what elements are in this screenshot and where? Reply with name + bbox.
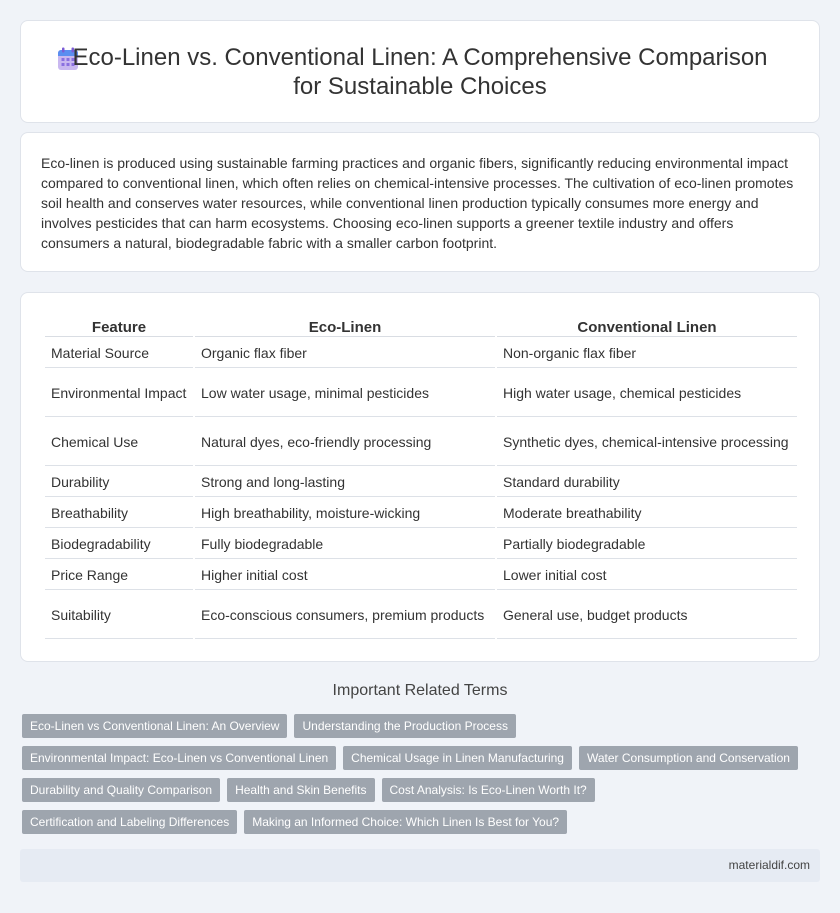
related-tag[interactable]: Eco-Linen vs Conventional Linen: An Overview [22,714,287,738]
table-cell: Chemical Use [45,419,193,466]
table-cell: Low water usage, minimal pesticides [195,370,495,417]
related-tag[interactable]: Cost Analysis: Is Eco-Linen Worth It? [382,778,595,802]
table-row [45,561,797,590]
table-header-row [45,315,797,337]
related-terms-tags [22,714,822,842]
table-cell: High water usage, chemical pesticides [497,370,797,417]
table-cell: Moderate breathability [497,499,797,528]
table-cell: Synthetic dyes, chemical-intensive processing [497,419,797,466]
header-feature: Feature [45,315,193,337]
footer [20,849,820,882]
table-row [45,499,797,528]
table-cell: High breathability, moisture-wicking [195,499,495,528]
table-cell: Fully biodegradable [195,530,495,559]
table-cell: Environmental Impact [45,370,193,417]
related-tag[interactable]: Durability and Quality Comparison [22,778,220,802]
table-cell: Natural dyes, eco-friendly processing [195,419,495,466]
page-title-line1: Eco-Linen vs. Conventional Linen: A Comprehensive Comparison [72,44,768,71]
header-conventional-linen: Conventional Linen [497,315,797,337]
related-tag[interactable]: Water Consumption and Conservation [579,746,798,770]
table-cell: Organic flax fiber [195,339,495,368]
related-tag[interactable]: Certification and Labeling Differences [22,810,237,834]
table-cell: General use, budget products [497,592,797,639]
table-cell: Biodegradability [45,530,193,559]
table-row [45,419,797,466]
intro-paragraph: Eco-linen is produced using sustainable farming practices and organic fibers, significantly reducing environmental impact compared to conventional linen, which often relies on chemical-intensive processes. The cultivation of eco-linen promotes soil health and conserves water resources, while conventional linen production typically consumes more energy and involves pesticides that can harm ecosystems. Choosing eco-linen supports a greener textile industry and offers consumers a natural, biodegradable fabric with a smaller carbon footprint. [41,155,794,251]
page-title [72,43,767,101]
table-cell: Material Source [45,339,193,368]
table-cell: Higher initial cost [195,561,495,590]
table-cell: Durability [45,468,193,497]
table-cell: Standard durability [497,468,797,497]
header-eco-linen: Eco-Linen [195,315,495,337]
table-row [45,530,797,559]
table-cell: Breathability [45,499,193,528]
header-card [20,20,820,123]
table-row [45,592,797,639]
related-tag[interactable]: Chemical Usage in Linen Manufacturing [343,746,572,770]
footer-site-link[interactable]: materialdif.com [728,858,810,872]
table-row [45,339,797,368]
related-tag[interactable]: Making an Informed Choice: Which Linen Is Best for You? [244,810,567,834]
table-cell: Lower initial cost [497,561,797,590]
page-title-line2: for Sustainable Choices [293,73,547,100]
table-cell: Partially biodegradable [497,530,797,559]
comparison-table [43,313,799,641]
comparison-card [20,292,820,662]
table-cell: Non-organic flax fiber [497,339,797,368]
table-cell: Suitability [45,592,193,639]
table-row [45,468,797,497]
related-tag[interactable]: Understanding the Production Process [294,714,515,738]
intro-card [20,132,820,272]
table-cell: Strong and long-lasting [195,468,495,497]
table-cell: Price Range [45,561,193,590]
related-tag[interactable]: Health and Skin Benefits [227,778,374,802]
table-cell: Eco-conscious consumers, premium products [195,592,495,639]
related-tag[interactable]: Environmental Impact: Eco-Linen vs Conventional Linen [22,746,336,770]
table-row [45,370,797,417]
related-terms-title: Important Related Terms [332,682,508,699]
